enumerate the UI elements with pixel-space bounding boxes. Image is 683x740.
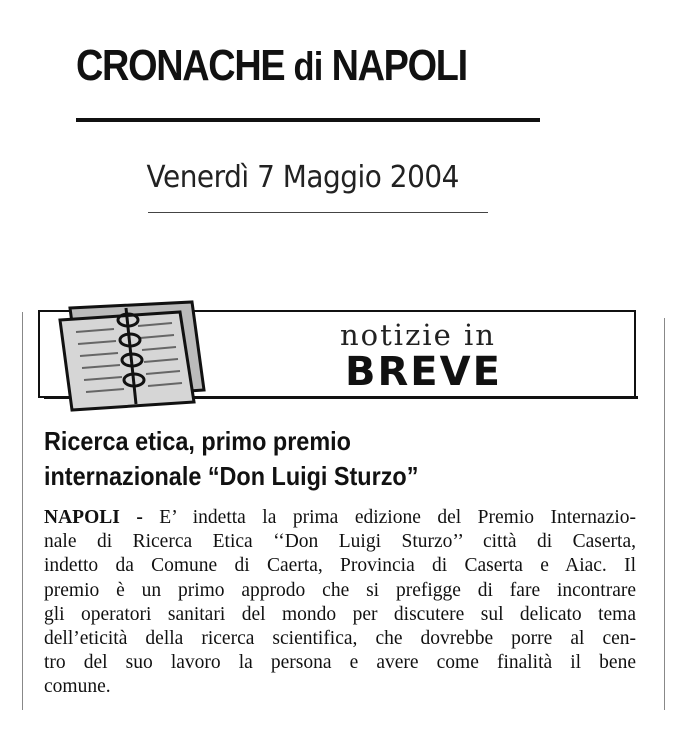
column-divider-right bbox=[664, 318, 665, 710]
date-underline bbox=[148, 212, 488, 213]
body-line: nale di Ricerca Etica ‘‘Don Luigi Sturzo’’ città di Caserta, bbox=[44, 531, 636, 553]
article-body bbox=[44, 506, 636, 700]
banner-notizie-in: notizie in bbox=[340, 318, 496, 352]
newspaper-masthead bbox=[76, 41, 480, 90]
article-lead-city: NAPOLI - bbox=[44, 507, 143, 528]
body-line-text: E’ indetta la prima edizione del Premio Internazio- bbox=[142, 507, 637, 528]
body-line: premio è un primo approdo che si prefigge di fare incontrare bbox=[44, 579, 636, 601]
headline-line: internazionale “Don Luigi Sturzo” bbox=[44, 461, 419, 491]
body-line bbox=[44, 506, 636, 530]
body-line: dell’eticità della ricerca scientifica, che dovrebbe porre al cen- bbox=[44, 628, 636, 650]
article-headline bbox=[44, 424, 548, 494]
masthead-napoli: NAPOLI bbox=[322, 41, 467, 90]
headline-line: Ricerca etica, primo premio bbox=[44, 426, 351, 456]
banner-breve: BREVE bbox=[345, 349, 502, 395]
body-line: tro del suo lavoro la persona e avere come finalità il bene bbox=[44, 652, 636, 674]
column-divider-left bbox=[22, 312, 23, 710]
body-line: indetto da Comune di Caerta, Provincia di Caserta e Aiac. Il bbox=[44, 555, 636, 577]
body-line: comune. bbox=[44, 676, 111, 698]
masthead-cronache: CRONACHE bbox=[76, 41, 294, 90]
handwritten-date: Venerdì 7 Maggio 2004 bbox=[146, 160, 459, 195]
notebook-icon bbox=[52, 298, 212, 413]
body-line: gli operatori sanitari del mondo per discutere sul delicato tema bbox=[44, 603, 636, 625]
masthead-di: di bbox=[293, 45, 323, 89]
masthead-rule bbox=[76, 118, 540, 122]
